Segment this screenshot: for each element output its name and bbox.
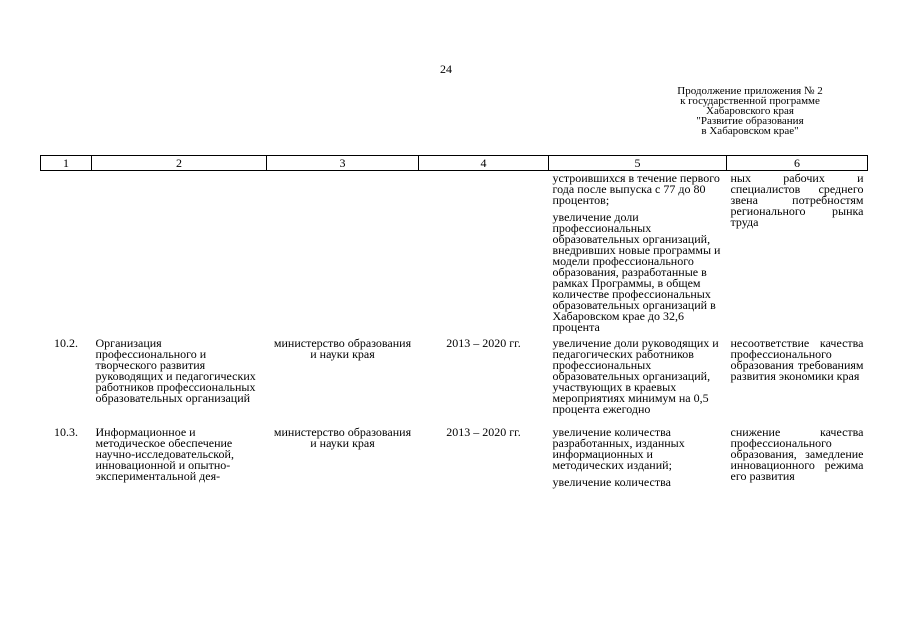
results-cell: [549, 425, 727, 498]
result-item: увеличение доли профессиональных образовательных организаций, внедривших новые программы и модели профессионального образования, разработанные в рамках Программы, в общем количестве профессиональных образовательных организаций в Хабаровском крае до 32,6 процента: [552, 210, 721, 334]
result-item: увеличение количества разработанных, изданных информационных и методических изданий;: [552, 425, 685, 472]
table-row: [41, 425, 868, 498]
table-header-row: [41, 156, 868, 171]
consequences-cell: несоответствие качества профессионального образования требованиям развития экономики края: [730, 336, 864, 383]
table-row: [41, 336, 868, 425]
result-item: увеличение доли руководящих и педагогических работников профессиональных образовательных организаций, участвующих в краевых мероприятиях минимум на 0,5 процента ежегодно: [552, 336, 719, 416]
result-item: устроившихся в течение первого года после выпуска с 77 до 80 процентов;: [552, 171, 720, 207]
appendix-line: Продолжение приложения № 2: [677, 85, 823, 97]
result-item: увеличение количества: [552, 475, 671, 489]
consequences-cell: ных рабочих и специалистов среднего звена потребностям регионального рынка труда: [730, 171, 864, 229]
column-header: 4: [419, 156, 549, 171]
appendix-line: к государственной программе: [680, 95, 820, 107]
executor-cell: министерство образования и науки края: [273, 336, 412, 361]
column-header: 5: [549, 156, 727, 171]
results-cell: [549, 336, 727, 425]
consequences-cell: снижение качества профессионального образования, замедление инновационного режима его развития: [730, 425, 864, 483]
appendix-line: в Хабаровском крае": [701, 125, 799, 137]
appendix-line: Хабаровского края: [706, 105, 794, 117]
program-table: [40, 155, 868, 498]
period-cell: 2013 – 2020 гг.: [446, 336, 521, 350]
period-cell: [419, 171, 549, 337]
appendix-line: "Развитие образования: [696, 115, 804, 127]
table-row: [41, 171, 868, 337]
column-header: 6: [727, 156, 868, 171]
executor-cell: [267, 171, 419, 337]
period-cell: 2013 – 2020 гг.: [446, 425, 521, 439]
column-header: 1: [41, 156, 92, 171]
results-cell: [549, 171, 727, 337]
column-header: 3: [267, 156, 419, 171]
activity-cell: Организация профессионального и творческого развития руководящих и педагогических работников профессиональных образовательных организаций: [95, 336, 256, 405]
activity-cell: Информационное и методическое обеспечение научно-исследовательской, инновационной и опытно-экспериментальной дея-: [95, 425, 234, 483]
row-number: [41, 171, 92, 337]
column-header: 2: [92, 156, 267, 171]
row-number: 10.2.: [54, 336, 78, 350]
page-number: 24: [440, 62, 452, 76]
activity-cell: [92, 171, 267, 337]
appendix-header: [640, 86, 860, 136]
row-number: 10.3.: [54, 425, 78, 439]
executor-cell: министерство образования и науки края: [273, 425, 412, 450]
